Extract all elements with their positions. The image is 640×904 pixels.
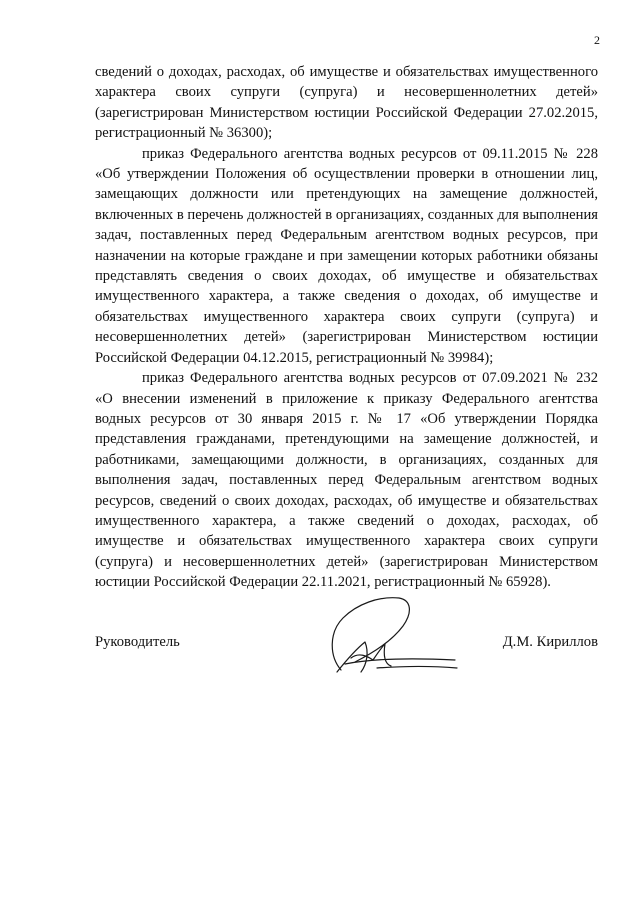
signer-name: Д.М. Кириллов <box>502 634 598 650</box>
page-number: 2 <box>594 33 600 47</box>
signer-title: Руководитель <box>95 634 180 650</box>
paragraph-order-232: приказ Федерального агентства водных ресурсов от 07.09.2021 № 232 «О внесении изменений в приложение к приказу Федерального агентства водных ресурсов от 30 января 2015 г. № 17 «Об утверждении Порядка представления гражданами, претендующими на замещение должностей, и работниками, замещающими должности, в организациях, созданных для выполнения задач, поставленных перед Федеральным агентством водных ресурсов, сведений о своих доходах, расходах, об имуществе и обязательствах имущественного характера, а также сведений о доходах, расходах, об имуществе и обязательствах имущественного характера своих супруги (супруга) и несовершеннолетних детей» (зарегистрирован Министерством юстиции Российской Федерации 22.11.2021, регистрационный № 65928). <box>95 370 598 591</box>
paragraph-continuation: сведений о доходах, расходах, об имуществе и обязательствах имущественного характера своих супруги (супруга) и несовершеннолетних детей» (зарегистрирован Министерством юстиции Российской Федерации 27.02.2015, регистрационный № 36300); <box>95 64 598 142</box>
document-body <box>95 62 598 593</box>
paragraph-order-228: приказ Федерального агентства водных ресурсов от 09.11.2015 № 228 «Об утверждении Положения об осуществлении проверки в отношении лиц, замещающих должности или претендующих на замещение должностей, включенных в перечень должностей в организациях, созданных для выполнения задач, поставленных перед Федеральным агентством водных ресурсов, при назначении на которые граждане и при замещении которых работники обязаны представлять сведения о своих доходах, об имуществе и обязательствах имущественного характера, а также сведения о доходах, об имуществе и обязательствах имущественного характера своих супруги (супруга) и несовершеннолетних детей» (зарегистрирован Министерством юстиции Российской Федерации 04.12.2015, регистрационный № 39984); <box>95 145 598 366</box>
handwritten-signature <box>315 586 465 686</box>
